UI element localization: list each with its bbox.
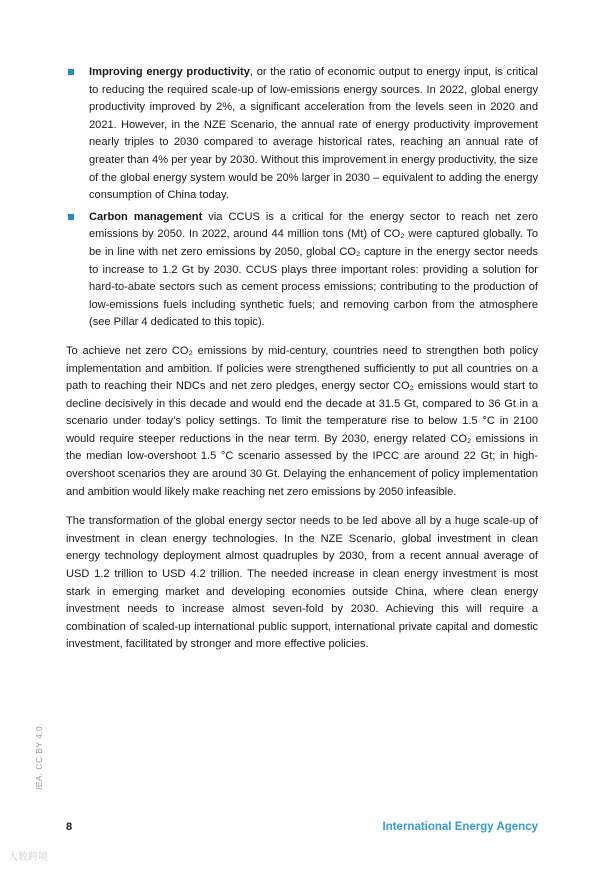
license-note: IEA. CC BY 4.0. bbox=[34, 723, 44, 790]
paragraph-net-zero: To achieve net zero CO₂ emissions by mid-century, countries need to strengthen both policy implementation and ambition. If policies were strengthened sufficiently to put all countries on a path to reaching their NDCs and net zero pledges, energy sector CO₂ emissions would start to decline decisively in this decade and would end the decade at 31.5 Gt, compared to 36 Gt in a scenario under today’s policy settings. To limit the temperature rise to below 1.5 °C in 2100 would require steeper reductions in the near term. By 2030, energy related CO₂ emissions in the median low-overshoot 1.5 °C scenario assessed by the IPCC are around 22 Gt; in high-overshoot scenarios they are around 30 Gt. Delaying the enhancement of policy implementation and ambition would likely make reaching net zero emissions by 2050 infeasible. bbox=[66, 344, 538, 498]
bullet-energy-productivity bbox=[66, 64, 538, 205]
bullet-marker bbox=[68, 214, 74, 220]
bullet-marker bbox=[68, 69, 74, 75]
page-content bbox=[66, 64, 538, 666]
bullet-text: , or the ratio of economic output to energy input, is critical to reducing the required scale-up of low-emissions energy sources. In 2022, global energy productivity improved by 2%, a significant acceleration from the levels seen in 2020 and 2021. However, in the NZE Scenario, the annual rate of energy productivity improvement nearly triples to 2030 compared to average historical rates, reaching an annual rate of greater than 4% per year by 2030. Without this improvement in energy productivity, the size of the global energy system would be 20% larger in 2030 – equivalent to adding the energy consumption of China today. bbox=[89, 66, 538, 202]
watermark: 大数跨境 bbox=[8, 852, 48, 863]
paragraph-investment: The transformation of the global energy sector needs to be led above all by a huge scale-up of investment in clean energy technologies. In the NZE Scenario, global investment in clean energy technology deployment almost quadruples by 2030, from a recent annual average of USD 1.2 trillion to USD 4.2 trillion. The needed increase in clean energy investment is most stark in emerging market and developing economies outside China, where clean energy investment needs to increase almost seven-fold by 2030. Achieving this will require a combination of scaled-up international public support, international private capital and domestic investment, facilitated by stronger and more effective policies. bbox=[66, 515, 538, 651]
bullet-heading: Improving energy productivity bbox=[89, 66, 250, 78]
bullet-carbon-management bbox=[66, 209, 538, 332]
page-footer bbox=[66, 821, 538, 837]
agency-name: International Energy Agency bbox=[382, 821, 538, 833]
page-number: 8 bbox=[66, 821, 73, 833]
bullet-heading: Carbon management bbox=[89, 210, 203, 223]
bullet-list bbox=[66, 64, 538, 332]
bullet-text: via CCUS is a critical for the energy sector to reach net zero emissions by 2050. In 2022, around 44 million tons (Mt) of CO₂ were captured globally. To be in line with net zero emissions by 2050, global CO₂ capture in the energy sector needs to increase to 1.2 Gt by 2030. CCUS plays three important roles: providing a solution for hard-to-abate sectors such as cement process emissions; contributing to the production of low-emissions fuels including synthetic fuels; and removing carbon from the atmosphere (see Pillar 4 dedicated to this topic). bbox=[89, 210, 538, 329]
